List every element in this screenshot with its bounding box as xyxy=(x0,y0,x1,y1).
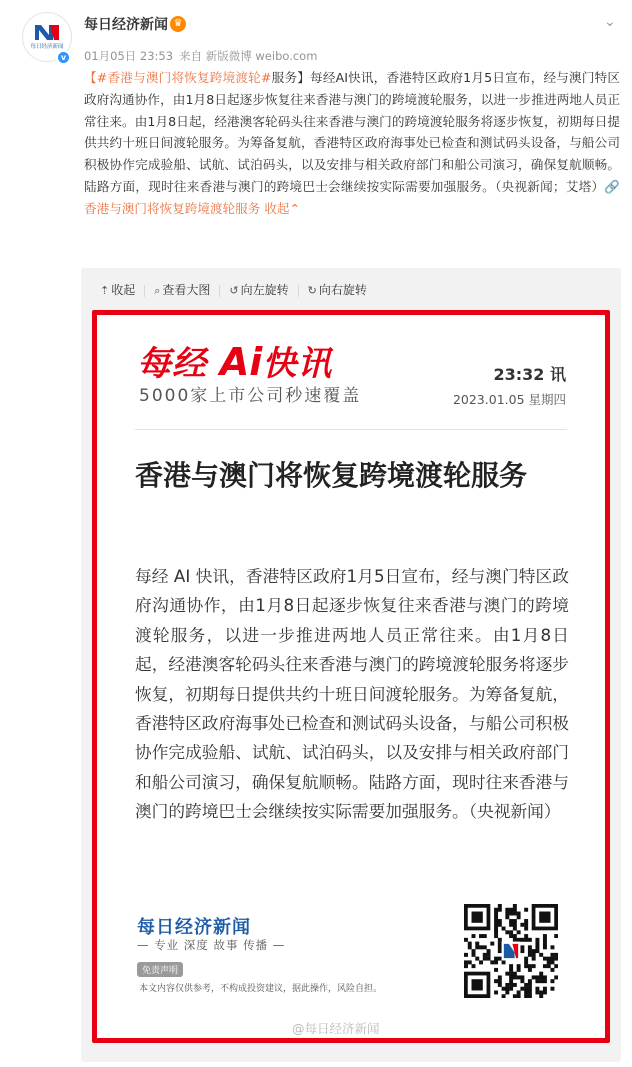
upload-icon: ⇡ xyxy=(100,284,110,297)
post-timestamp[interactable]: 01月05日 23:53 xyxy=(84,49,174,63)
post-meta xyxy=(84,47,323,65)
qr-code-icon xyxy=(464,904,558,998)
hashtag-link[interactable]: 【#香港与澳门将恢复跨境渡轮# xyxy=(84,70,272,85)
toolbar-divider xyxy=(144,285,145,297)
collapse-text-label: 收起 xyxy=(264,200,290,216)
vip-crown-icon: ♛ xyxy=(170,16,186,32)
poster-time: 23:32 讯 xyxy=(493,365,566,384)
toolbar-divider xyxy=(298,285,299,297)
disclaimer-badge: 免责声明 xyxy=(137,962,183,977)
post-source[interactable]: 来自 新版微博 weibo.com xyxy=(179,49,318,63)
post-body: 每经AI快讯，香港特区政府1月5日宣布，经与澳门特区政府沟通协作，由1月8日起逐步恢复往来香港与澳门的跨境渡轮服务，以进一步推进两地人员正常往来。由1月8日起，经港澳客轮码头往来香港与澳门的跨境渡轮服务将逐步恢复，初期每日提供共约十班日间渡轮服务。为筹备复航，香港特区政府海事处已检查和测试码头设备，与船公司积极协作完成验船、试航、试泊码头，以及安排与相关政府部门和船公司演习，确保复航顺畅。陆路方面，现时往来香港与澳门的跨境巴士会继续按实际需要加强服务。（央视新闻；艾塔） xyxy=(84,70,621,194)
collapse-image-label: 收起 xyxy=(111,283,136,297)
poster-subtitle: 5000家上市公司秒速覆盖 xyxy=(139,386,362,406)
collapse-image-button[interactable] xyxy=(100,280,135,301)
rotate-right-label: 向右旋转 xyxy=(318,283,367,297)
poster-body: 每经 AI 快讯，香港特区政府1月5日宣布，经与澳门特区政府沟通协作，由1月8日起逐步恢复往来香港与澳门的跨境渡轮服务，以进一步推进两地人员正常往来。由1月8日起，经港澳客轮码头往来香港与澳门的跨境渡轮服务将逐步恢复，初期每日提供共约十班日间渡轮服务。为筹备复航，香港特区政府海事处已检查和测试码头设备，与船公司积极协作完成验船、试航、试泊码头，以及安排与相关政府部门和船公司演习，确保复航顺畅。陆路方面，现时往来香港与澳门的跨境巴士会继续按实际需要加强服务。（央视新闻） xyxy=(135,566,569,822)
watermark: @每日经济新闻 xyxy=(292,1021,380,1036)
disclaimer-text: 本文内容仅供参考，不构成投资建议，据此操作，风险自担。 xyxy=(139,984,383,994)
avatar-caption: 每日经济新闻 xyxy=(30,44,64,50)
poster-footer-brand: 每日经济新闻 xyxy=(137,917,251,938)
collapse-text-button[interactable]: 收起⌃ xyxy=(264,200,301,216)
rotate-right-icon: ↻ xyxy=(307,284,317,297)
toolbar-divider xyxy=(219,285,220,297)
image-toolbar xyxy=(100,280,371,300)
chevron-down-icon[interactable]: ⌄ xyxy=(604,14,616,30)
link-icon: 🔗 xyxy=(604,178,620,194)
view-large-button[interactable] xyxy=(154,280,210,301)
poster-title: 香港与澳门将恢复跨境渡轮服务 xyxy=(135,459,528,492)
search-icon: ⌕ xyxy=(154,284,161,297)
poster-footer-slogan: — 专业 深度 故事 传播 — xyxy=(137,938,286,952)
rotate-left-label: 向左旋转 xyxy=(240,283,289,297)
brand-ai: Ai xyxy=(219,340,263,384)
view-large-label: 查看大图 xyxy=(162,283,211,297)
rotate-right-button[interactable] xyxy=(308,280,367,301)
topic-link[interactable]: 香港与澳门将恢复跨境渡轮服务 xyxy=(84,200,261,216)
brand-part-b: 快讯 xyxy=(262,344,333,384)
rotate-left-icon: ↺ xyxy=(229,284,239,297)
poster-divider xyxy=(135,429,567,430)
account-name[interactable]: 每日经济新闻 xyxy=(84,17,168,33)
poster-brand-logo xyxy=(137,340,332,386)
rotate-left-button[interactable] xyxy=(229,280,288,301)
poster-date: 2023.01.05 星期四 xyxy=(452,392,566,407)
post-text xyxy=(84,67,620,220)
verified-icon: v xyxy=(56,50,71,65)
hashtag-tail: 服务】 xyxy=(271,70,311,85)
brand-part-a: 每经 xyxy=(137,344,207,384)
